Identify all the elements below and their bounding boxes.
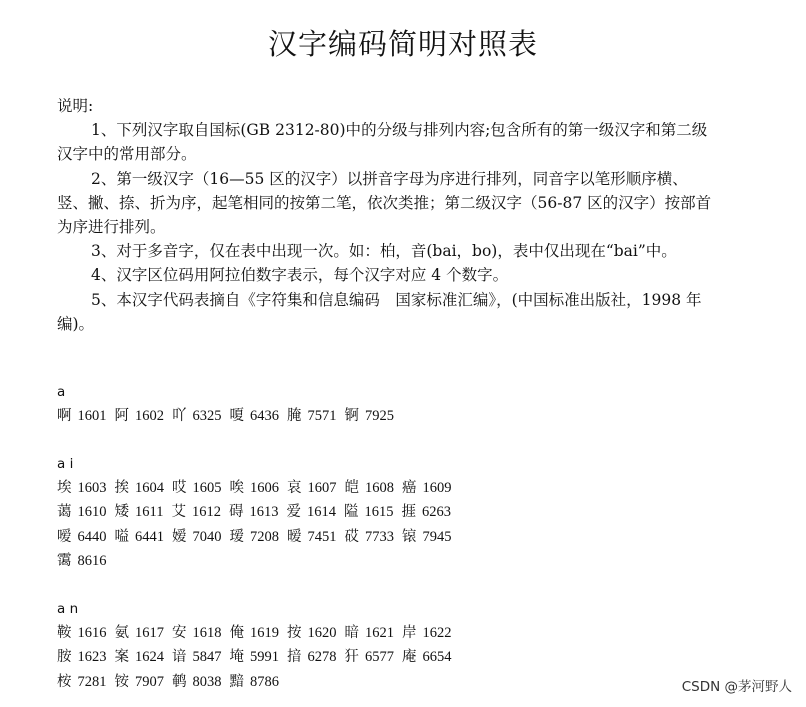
code-entry [57,645,107,669]
code-entry [115,476,165,500]
hanzi-char: 岸 [402,625,417,641]
code-entry [57,476,107,500]
code-entry [57,525,107,549]
quwei-code: 1618 [192,625,222,641]
notes-block [57,94,717,336]
quwei-code: 1603 [77,480,107,496]
code-entry [345,645,395,669]
section-ai [57,452,460,573]
quwei-code: 1606 [250,480,279,496]
quwei-code: 7925 [365,408,394,424]
code-row [57,621,460,645]
pinyin-heading: a n [57,601,79,617]
code-entry [115,645,165,669]
quwei-code: 1604 [135,480,164,496]
quwei-code: 6436 [250,408,279,424]
code-row [57,404,402,428]
hanzi-char: 锕 [344,408,359,424]
hanzi-char: 按 [287,625,302,641]
quwei-code: 8786 [250,673,279,690]
hanzi-char: 铵 [114,673,129,690]
hanzi-char: 嗌 [114,528,129,545]
code-entry [345,525,395,549]
code-entry [345,621,395,645]
hanzi-char: 桉 [57,673,72,690]
quwei-code: 7040 [192,528,222,545]
hanzi-char: 俺 [229,625,244,641]
hanzi-char: 阿 [114,408,129,424]
hanzi-char: 腌 [287,408,302,424]
quwei-code: 7451 [307,528,337,545]
code-entry [172,404,222,428]
hanzi-char: 哀 [287,480,302,496]
quwei-code: 6263 [421,504,451,521]
code-entry [230,476,280,500]
quwei-code: 1607 [307,480,337,496]
code-row [57,476,460,500]
quwei-code: 1601 [77,408,107,424]
note-paragraph-1: 1、下列汉字取自国标(GB 2312-80)中的分级与排列内容;包含所有的第一级汉字和第二级汉字中的常用部分。 [57,121,708,164]
quwei-code: 7945 [422,528,452,545]
quwei-code: 6278 [307,649,337,666]
quwei-code: 6441 [135,528,164,545]
code-entry [402,645,452,669]
quwei-code: 1602 [135,408,164,424]
quwei-code: 6577 [365,649,394,666]
hanzi-char: 案 [114,649,129,666]
code-entry [115,500,164,524]
code-entry [172,476,222,500]
code-row [57,670,460,694]
code-entry [229,500,279,524]
code-entry [344,500,394,524]
hanzi-char: 黯 [229,673,244,690]
hanzi-char: 埯 [229,649,244,666]
hanzi-char: 捱 [401,504,416,521]
hanzi-char: 谙 [172,649,187,666]
hanzi-char: 唉 [229,480,244,496]
quwei-code: 1609 [422,480,452,496]
quwei-code: 7907 [135,673,164,690]
hanzi-char: 锿 [402,528,417,545]
code-entry [401,500,451,524]
hanzi-char: 矮 [114,504,129,521]
quwei-code: 8616 [77,552,107,569]
quwei-code: 1610 [77,504,107,521]
code-entry [286,500,336,524]
quwei-code: 1622 [422,625,452,641]
note-paragraph-2: 2、第一级汉字（16—55 区的汉字）以拼音字母为序进行排列，同音字以笔形顺序横、竖、撇、捺、折为序，起笔相同的按第二笔，依次类推；第二级汉字（56-87 区的汉字）按部首为序进行排列。 [57,169,712,237]
code-entry [172,645,222,669]
code-entry [172,670,222,694]
quwei-code: 1621 [365,625,394,641]
hanzi-char: 嗄 [229,408,244,424]
code-entry [115,525,165,549]
quwei-code: 1614 [306,504,336,521]
hanzi-char: 鞍 [57,625,72,641]
code-row [57,645,460,669]
code-entry [57,670,107,694]
code-entry [287,621,337,645]
code-entry [287,476,337,500]
quwei-code: 5991 [250,649,279,666]
hanzi-char: 爱 [286,504,301,521]
code-entry [57,404,107,428]
quwei-code: 1624 [135,649,164,666]
quwei-code: 1608 [365,480,394,496]
hanzi-char: 艾 [171,504,186,521]
code-row [57,500,460,524]
pinyin-heading: a [57,384,66,400]
section-an [57,597,460,694]
quwei-code: 1620 [307,625,337,641]
hanzi-char: 暗 [344,625,359,641]
code-entry [230,621,280,645]
hanzi-char: 埃 [57,480,72,496]
code-entry [287,525,337,549]
code-entry [402,525,452,549]
code-entry [115,404,165,428]
quwei-code: 7208 [250,528,279,545]
code-entry [402,476,452,500]
code-entry [115,670,165,694]
hanzi-char: 嫒 [172,528,187,545]
note-paragraph-3: 3、对于多音字，仅在表中出现一次。如：柏，音(bai，bo)，表中仅出现在“bai”中。 [91,242,677,261]
page-title: 汉字编码简明对照表 [267,27,538,61]
code-entry [57,500,107,524]
hanzi-char: 胺 [57,649,72,666]
hanzi-char: 揞 [287,649,302,666]
note-paragraph-4: 4、汉字区位码用阿拉伯数字表示，每个汉字对应 4 个数字。 [91,266,509,285]
code-entry [57,549,107,573]
quwei-code: 8038 [192,673,222,690]
quwei-code: 1615 [364,504,394,521]
code-entry [230,670,280,694]
quwei-code: 1619 [250,625,279,641]
section-a [57,380,402,428]
hanzi-char: 蔼 [57,504,72,521]
hanzi-char: 瑷 [229,528,244,545]
code-entry [230,645,280,669]
hanzi-char: 挨 [114,480,129,496]
quwei-code: 6654 [422,649,452,666]
hanzi-char: 暧 [287,528,302,545]
quwei-code: 7281 [77,673,107,690]
hanzi-char: 庵 [402,649,417,666]
watermark: CSDN @茅河野人 [681,679,792,695]
code-entry [287,645,337,669]
hanzi-char: 嗳 [57,528,72,545]
code-entry [345,476,395,500]
notes-label: 说明: [57,97,94,115]
code-row [57,525,460,549]
pinyin-heading: a i [57,456,74,472]
code-entry [57,621,107,645]
hanzi-char: 氨 [114,625,129,641]
quwei-code: 5847 [192,649,222,666]
hanzi-char: 吖 [172,408,187,424]
code-entry [287,404,337,428]
quwei-code: 1616 [77,625,107,641]
quwei-code: 1613 [249,504,279,521]
hanzi-char: 碍 [228,504,244,521]
code-entry [230,525,280,549]
quwei-code: 6440 [77,528,107,545]
code-entry [115,621,165,645]
hanzi-char: 隘 [343,504,359,521]
quwei-code: 6325 [192,408,222,424]
quwei-code: 1612 [191,504,221,521]
hanzi-char: 鹌 [172,673,187,690]
quwei-code: 7733 [365,528,394,545]
code-entry [171,500,221,524]
hanzi-char: 霭 [57,552,72,569]
hanzi-char: 砹 [344,528,359,545]
code-entry [345,404,395,428]
quwei-code: 1611 [135,504,164,521]
note-paragraph-5: 5、本汉字代码表摘自《字符集和信息编码 国家标准汇编》，(中国标准出版社，1998 年编)。 [57,290,702,333]
code-entry [402,621,452,645]
hanzi-char: 啊 [57,408,72,424]
quwei-code: 1623 [77,649,107,666]
code-entry [172,525,222,549]
quwei-code: 7571 [307,408,337,424]
hanzi-char: 哎 [172,480,187,496]
hanzi-char: 安 [172,625,187,641]
code-row [57,549,460,573]
hanzi-char: 癌 [402,480,417,496]
hanzi-char: 犴 [344,649,359,666]
hanzi-char: 皑 [344,480,359,496]
code-entry [230,404,280,428]
quwei-code: 1617 [135,625,164,641]
code-entry [172,621,222,645]
quwei-code: 1605 [192,480,222,496]
